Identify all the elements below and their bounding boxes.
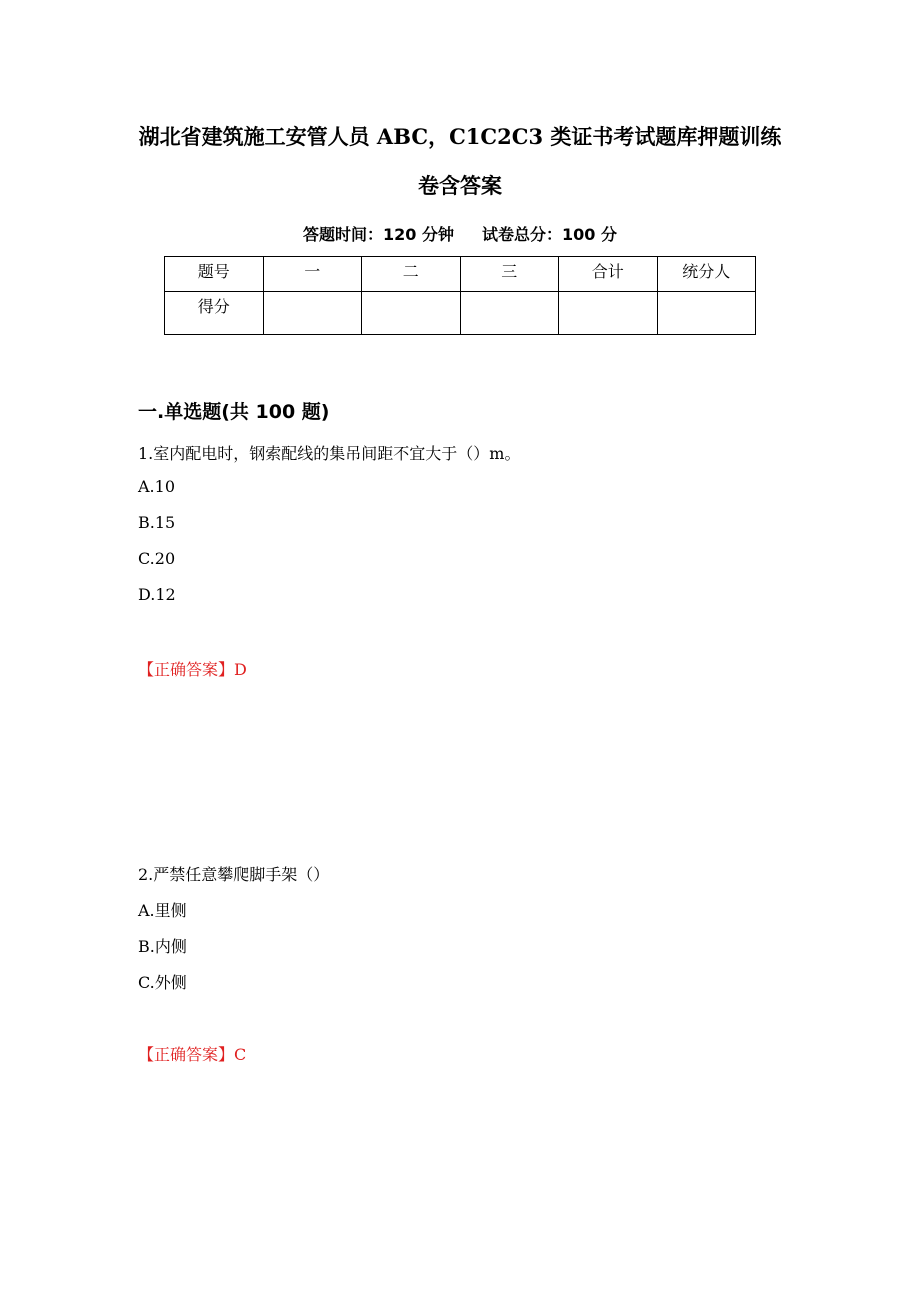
document-title-line-1: 湖北省建筑施工安管人员 ABC，C1C2C3 类证书考试题库押题训练: [138, 124, 782, 149]
score-table-header-row: [165, 257, 756, 292]
score-table-header: 三: [460, 257, 559, 292]
exam-info: [0, 222, 920, 245]
question-option: C.外侧: [138, 973, 187, 992]
question-stem: 1.室内配电时，钢索配线的集吊间距不宜大于（）m。: [138, 444, 521, 463]
question-option: B.15: [138, 513, 176, 532]
correct-answer: [138, 657, 247, 680]
score-table-header: 统分人: [657, 257, 756, 292]
exam-total-score: 试卷总分：100 分: [482, 225, 617, 244]
score-cell: [559, 292, 658, 335]
score-table-header: 合计: [559, 257, 658, 292]
score-table-header: 二: [362, 257, 461, 292]
correct-answer: [138, 1042, 246, 1065]
score-table-header: 一: [263, 257, 362, 292]
correct-answer-value: D: [234, 660, 247, 679]
score-cell: [657, 292, 756, 335]
question-stem: 2.严禁任意攀爬脚手架（）: [138, 865, 330, 884]
section-title: 一.单选题(共 100 题): [138, 401, 330, 423]
correct-answer-label: 【正确答案】: [138, 1045, 235, 1064]
score-table-header: 题号: [165, 257, 264, 292]
document-title-line-2: 卷含答案: [418, 173, 502, 198]
score-row-label: 得分: [165, 292, 264, 335]
correct-answer-label: 【正确答案】: [138, 660, 235, 679]
exam-time: 答题时间：120 分钟: [303, 225, 454, 244]
question-option: A.里侧: [138, 901, 187, 920]
question-option: D.12: [138, 585, 176, 604]
score-cell: [460, 292, 559, 335]
question-option: C.20: [138, 549, 176, 568]
score-cell: [263, 292, 362, 335]
correct-answer-value: C: [234, 1045, 247, 1064]
question-option: A.10: [138, 477, 175, 496]
question-option: B.内侧: [138, 937, 187, 956]
score-table-score-row: [165, 292, 756, 335]
score-table: [164, 256, 756, 335]
score-cell: [362, 292, 461, 335]
